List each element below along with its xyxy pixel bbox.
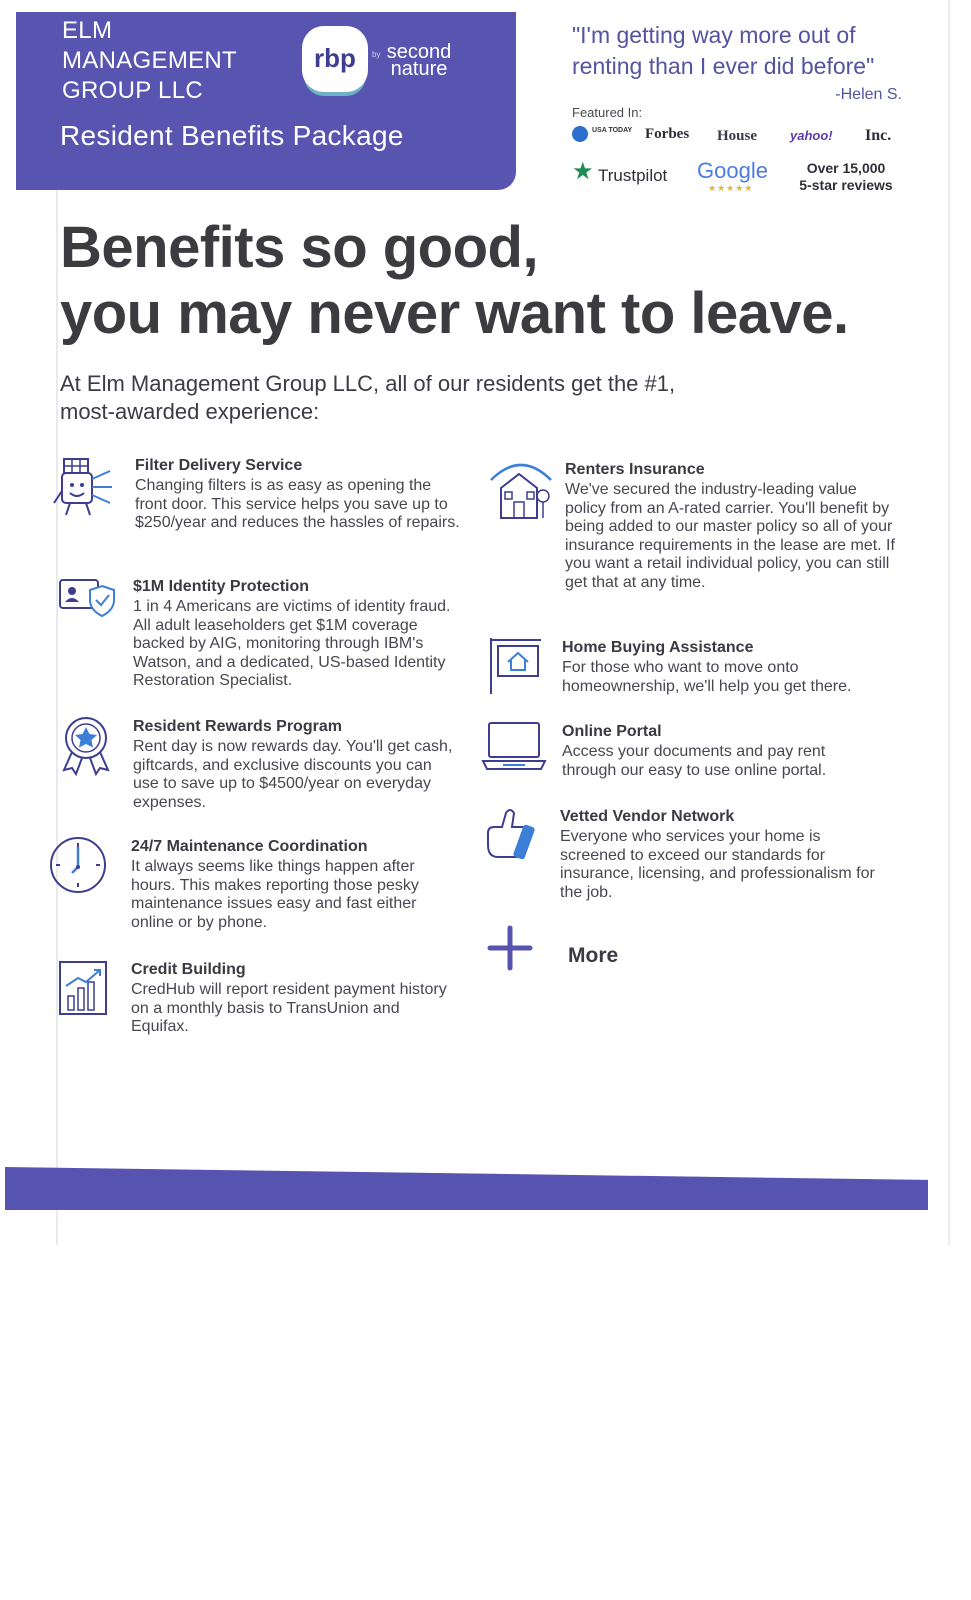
- rewards-ribbon-icon: [58, 714, 114, 776]
- benefit-description: Changing filters is as easy as opening the front door. This service helps you save up to $250/year and reduces the hassles of repairs.: [135, 477, 460, 531]
- scan-edge: [948, 0, 950, 1245]
- benefit-title: Home Buying Assistance: [562, 639, 754, 656]
- home-sign-icon: [488, 636, 544, 696]
- rbp-logo: rbp: [302, 26, 368, 92]
- rbp-by-text: by: [372, 50, 381, 59]
- benefit-identity-protection: [133, 577, 463, 691]
- usa-today-logo: USA TODAY: [592, 127, 633, 134]
- credit-chart-icon: [58, 960, 108, 1016]
- testimonial-quote: [572, 20, 902, 82]
- company-name-line: MANAGEMENT: [62, 47, 238, 74]
- plus-icon: [486, 924, 534, 972]
- testimonial-author: -Helen S.: [835, 86, 902, 103]
- benefit-rewards: [133, 717, 458, 812]
- forbes-logo: Forbes: [645, 126, 690, 142]
- headline-line: you may never want to leave.: [60, 281, 849, 346]
- company-name: [62, 16, 237, 106]
- reviews-line: Over 15,000: [806, 160, 886, 176]
- inc-logo: Inc.: [865, 127, 892, 144]
- benefit-title: Filter Delivery Service: [135, 457, 303, 474]
- company-name-line: GROUP LLC: [62, 77, 203, 104]
- second-nature-line: nature: [390, 58, 448, 80]
- benefit-description: For those who want to move onto homeownership, we'll help you get there.: [562, 659, 852, 695]
- headline-line: Benefits so good,: [60, 215, 539, 280]
- laptop-icon: [481, 721, 547, 771]
- quote-line: "I'm getting way more out of: [572, 22, 856, 48]
- reviews-count: [788, 160, 904, 194]
- package-title: Resident Benefits Package: [60, 120, 404, 151]
- benefit-title: Vetted Vendor Network: [560, 808, 735, 825]
- quote-line: renting than I ever did before": [572, 53, 875, 79]
- benefit-credit-building: [131, 960, 461, 1037]
- benefit-description: We've secured the industry-leading value policy from an A-rated carrier. You'll benefit by being added to our master policy so all of your insurance requirements in the lease are met. If you want a retail individual policy, you can still get that at any time.: [565, 481, 895, 591]
- benefit-renters-insurance: [565, 460, 895, 592]
- benefit-description: CredHub will report resident payment history on a monthly basis to TransUnion and Equifax.: [131, 981, 447, 1035]
- filter-delivery-icon: [50, 455, 128, 521]
- intro-line: At Elm Management Group LLC, all of our residents get the #1,: [60, 371, 676, 396]
- benefit-maintenance: [131, 837, 456, 932]
- house-logo: House: [717, 128, 758, 144]
- more-label: More: [568, 944, 619, 967]
- second-nature-line: second: [386, 41, 452, 63]
- benefit-title: Online Portal: [562, 723, 662, 740]
- benefit-title: $1M Identity Protection: [133, 578, 310, 595]
- page-headline: [60, 215, 849, 347]
- google-logo: Google: [697, 158, 768, 183]
- benefit-title: Credit Building: [131, 961, 246, 978]
- intro-text: [60, 370, 820, 426]
- benefit-description: Rent day is now rewards day. You'll get cash, giftcards, and exclusive discounts you can use to save up to $4500/year on everyday expenses.: [133, 738, 453, 811]
- trustpilot-logo: Trustpilot: [598, 166, 668, 185]
- identity-protection-icon: [58, 576, 118, 618]
- reviews-line: 5-star reviews: [799, 177, 893, 193]
- benefit-online-portal: [562, 722, 872, 780]
- star-icon: ★: [572, 158, 594, 185]
- usa-today-logo-icon: [572, 126, 588, 142]
- benefit-home-buying: [562, 638, 892, 696]
- benefit-description: Everyone who services your home is screened to exceed our standards for insurance, licensing, and professionalism for the job.: [560, 828, 875, 901]
- featured-in-label: Featured In:: [572, 105, 643, 120]
- header-banner: [16, 12, 516, 190]
- google-stars: ★★★★★: [708, 183, 754, 193]
- company-name-line: ELM: [62, 17, 113, 44]
- benefit-filter-delivery: [135, 456, 465, 533]
- benefit-title: Resident Rewards Program: [133, 718, 342, 735]
- house-umbrella-icon: [487, 458, 555, 524]
- benefit-vendor-network: [560, 807, 890, 902]
- benefit-description: 1 in 4 Americans are victims of identity fraud. All adult leaseholders get $1M coverage backed by AIG, monitoring through IBM's Watson, and a dedicated, US-based Identity Restoration Specialist.: [133, 598, 451, 689]
- benefit-title: Renters Insurance: [565, 461, 705, 478]
- intro-line: most-awarded experience:: [60, 399, 320, 424]
- clock-icon: [48, 835, 108, 895]
- benefit-description: Access your documents and pay rent through our easy to use online portal.: [562, 743, 827, 779]
- benefit-title: 24/7 Maintenance Coordination: [131, 838, 368, 855]
- benefit-description: It always seems like things happen after hours. This makes reporting those pesky maintenance issues easy and fast either online or by phone.: [131, 858, 419, 931]
- footer-bar: [5, 1167, 928, 1210]
- yahoo-logo: yahoo!: [790, 128, 833, 143]
- thumbs-up-icon: [482, 805, 538, 865]
- second-nature-logo: [379, 41, 459, 80]
